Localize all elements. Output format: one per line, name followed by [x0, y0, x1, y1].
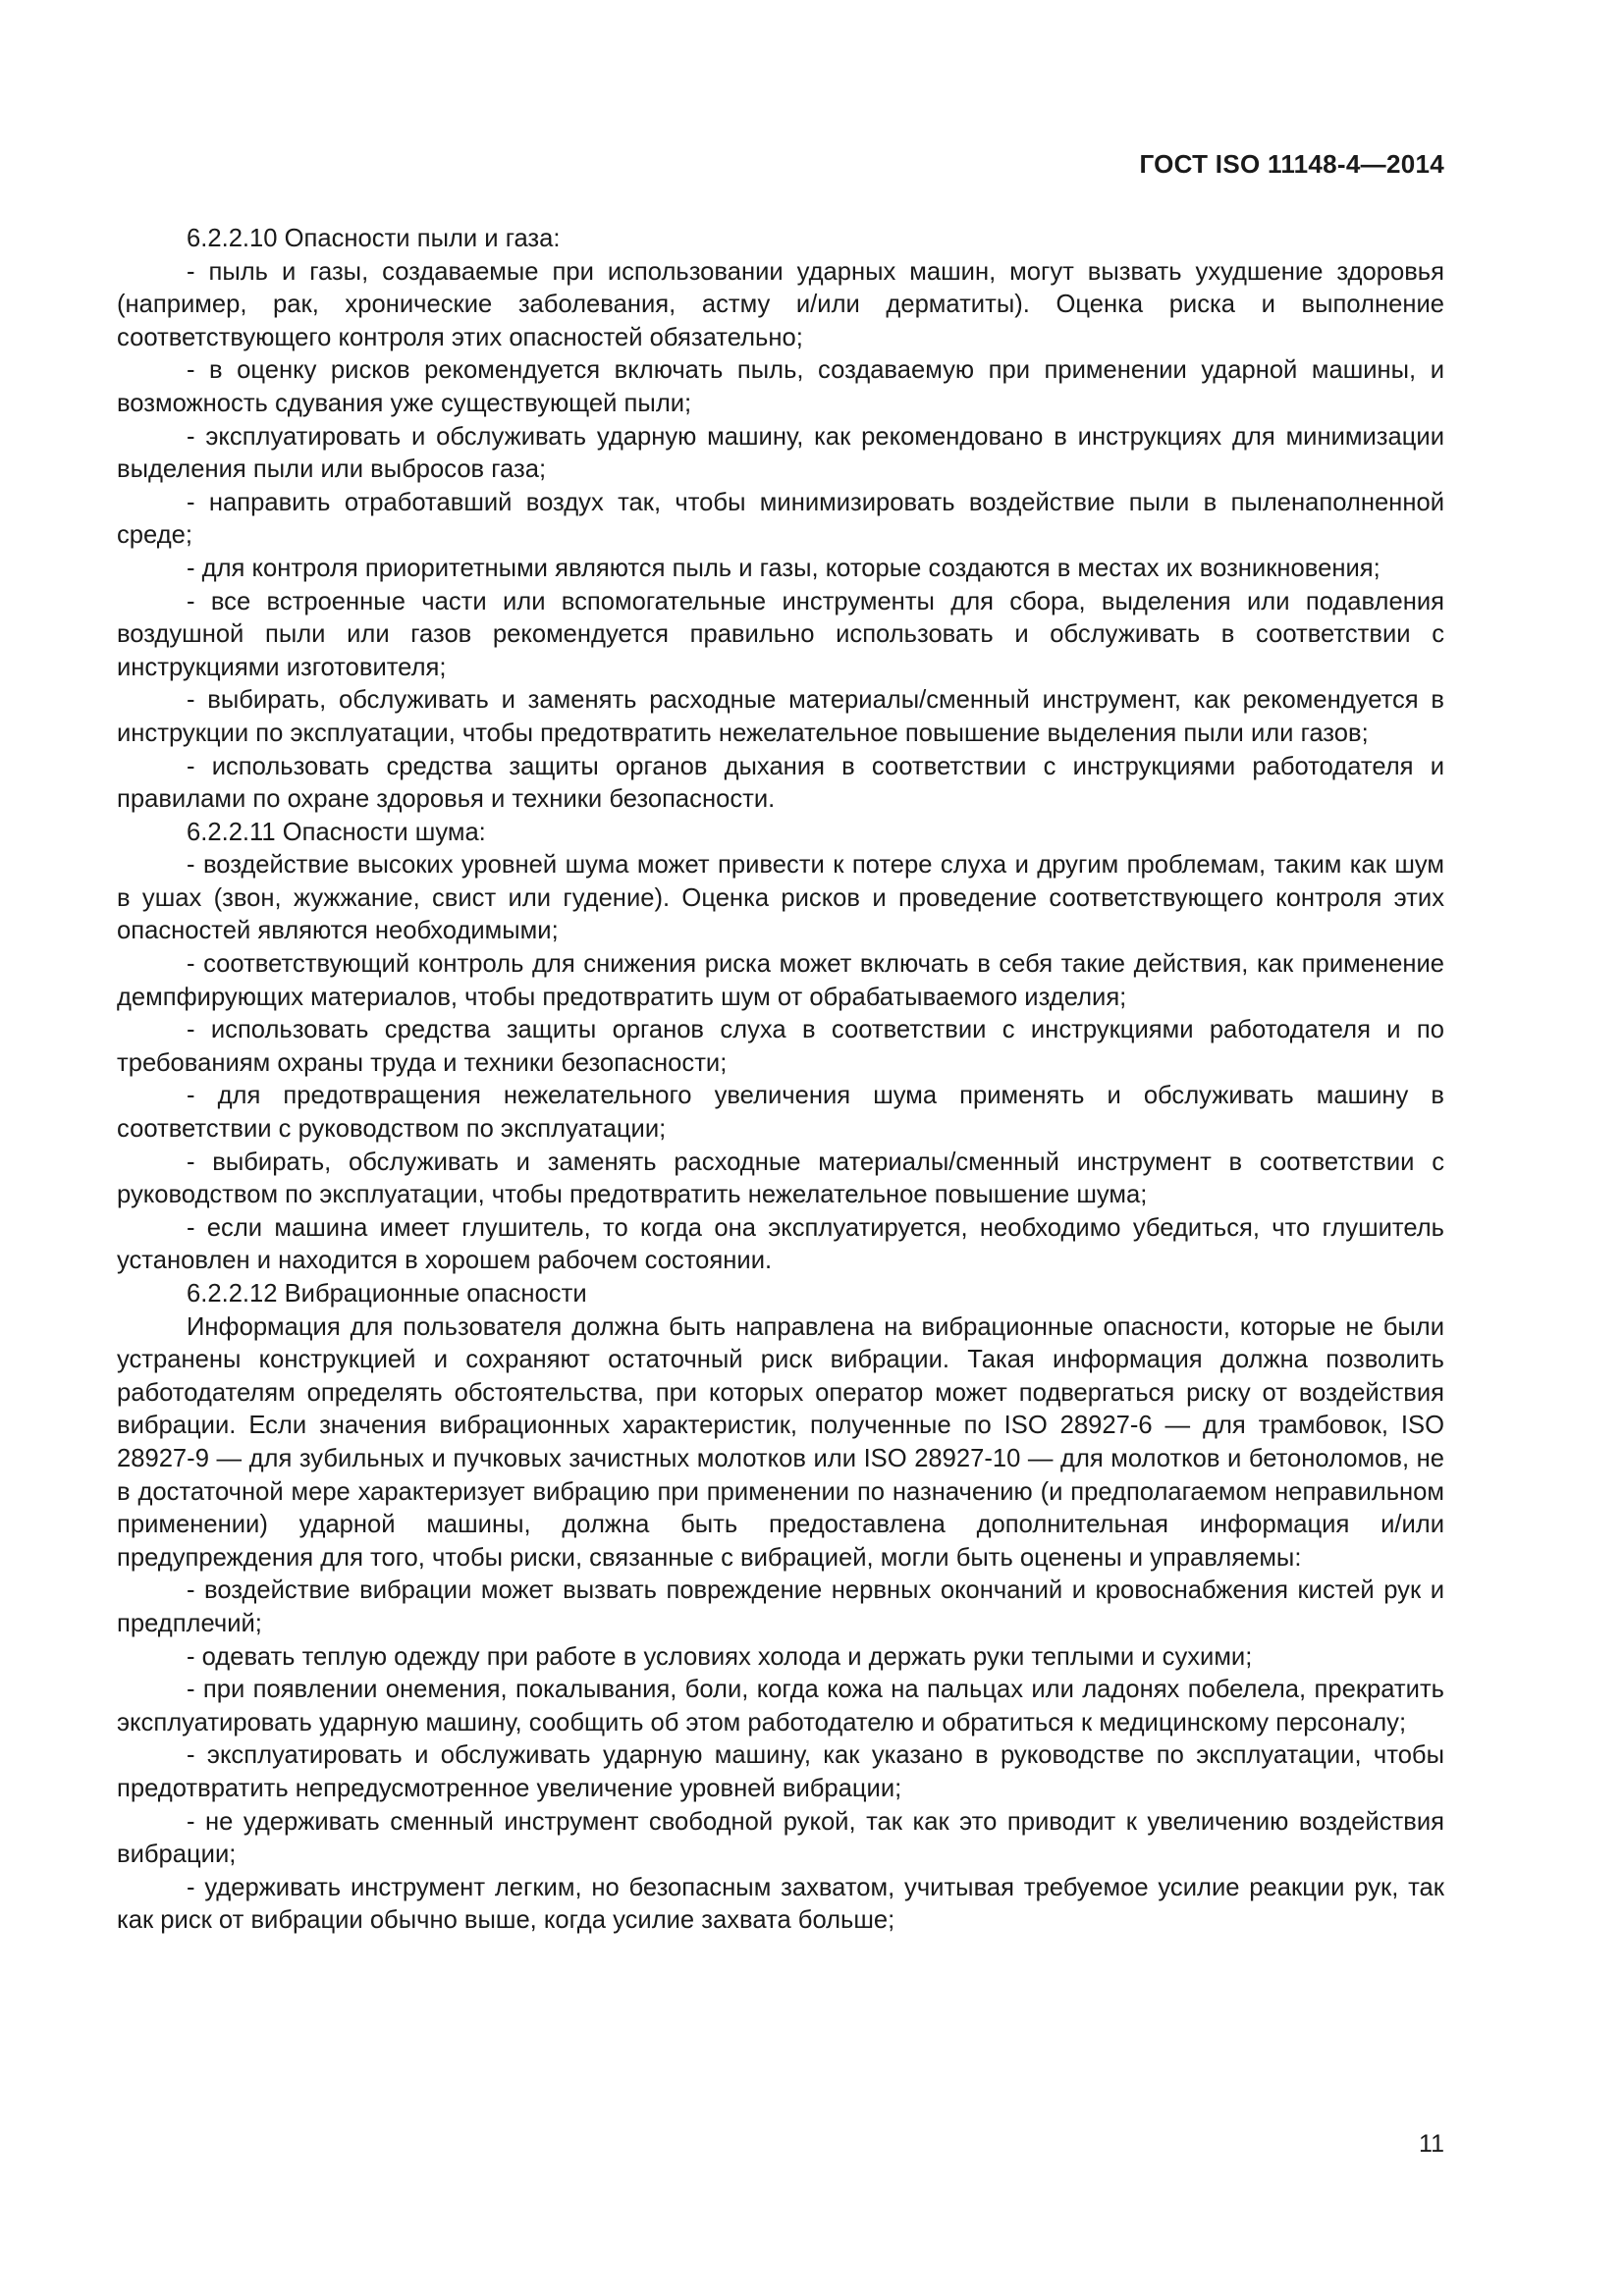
section-heading-6-2-2-11: 6.2.2.11 Опасности шума: [187, 818, 486, 846]
list-item: - соответствующий контроль для снижения риска может включать в себя такие действия, как применение демпфирующих материалов, чтобы предотвратить шум от обрабатываемого изделия; [117, 950, 1444, 1011]
list-item: - воздействие высоких уровней шума может привести к потере слуха и другим проблемам, таким как шум в ушах (звон, жужжание, свист или гудение). Оценка рисков и проведение соответствующего контроля этих опасностей являются необходимыми; [117, 851, 1444, 945]
list-item: - пыль и газы, создаваемые при использовании ударных машин, могут вызвать ухудшение здоровья (например, рак, хронические заболевания, астму и/или дерматиты). Оценка риска и выполнение соответствующего контроля этих опасностей обязательно; [117, 257, 1444, 351]
list-item: - выбирать, обслуживать и заменять расходные материалы/сменный инструмент, как рекомендуется в инструкции по эксплуатации, чтобы предотвратить нежелательное повышение выделения пыли или газов; [117, 686, 1444, 747]
list-item: - направить отработавший воздух так, чтобы минимизировать воздействие пыли в пыленаполненной среде; [117, 488, 1444, 550]
list-item: - при появлении онемения, покалывания, боли, когда кожа на пальцах или ладонях побелела, прекратить эксплуатировать ударную машину, сообщить об этом работодателю и обратиться к медицинскому персоналу; [117, 1676, 1444, 1736]
list-item: - одевать теплую одежду при работе в условиях холода и держать руки теплыми и сухими; [187, 1642, 1253, 1671]
body-text [117, 223, 1444, 1938]
section-heading-6-2-2-12: 6.2.2.12 Вибрационные опасности [187, 1280, 587, 1308]
list-item: - использовать средства защиты органов слуха в соответствии с инструкциями работодателя и по требованиям охраны труда и техники безопасности; [117, 1016, 1444, 1077]
list-item: - эксплуатировать и обслуживать ударную машину, как рекомендовано в инструкциях для минимизации выделения пыли или выбросов газа; [117, 422, 1444, 484]
list-item: - для предотвращения нежелательного увеличения шума применять и обслуживать машину в соответствии с руководством по эксплуатации; [117, 1082, 1444, 1144]
list-item: - использовать средства защиты органов дыхания в соответствии с инструкциями работодателя и правилами по охране здоровья и техники безопасности. [117, 752, 1444, 814]
list-item: - воздействие вибрации может вызвать повреждение нервных окончаний и кровоснабжения кистей рук и предплечий; [117, 1576, 1444, 1637]
list-item: - удерживать инструмент легким, но безопасным захватом, учитывая требуемое усилие реакции рук, так как риск от вибрации обычно выше, когда усилие захвата больше; [117, 1873, 1444, 1935]
list-item: - для контроля приоритетными являются пыль и газы, которые создаются в местах их возникновения; [187, 554, 1380, 582]
page-number: 11 [1419, 2130, 1444, 2158]
list-item: - не удерживать сменный инструмент свободной рукой, так как это приводит к увеличению воздействия вибрации; [117, 1807, 1444, 1869]
body-paragraph: Информация для пользователя должна быть направлена на вибрационные опасности, которые не были устранены конструкцией и сохраняют остаточный риск вибрации. Такая информация должна позволить работодателям определять обстоятельства, при которых оператор может подвергаться риску от воздействия вибрации. Если значения вибрационных характеристик, полученные по ISO 28927-6 — для трамбовок, ISO 28927-9 — для зубильных и пучковых зачистных молотков или ISO 28927-10 — для молотков и бетоноломов, не в достаточной мере характеризует вибрацию при применении по назначению (и предполагаемом неправильном применении) ударной машины, должна быть предоставлена дополнительная информация и/или предупреждения для того, чтобы риски, связанные с вибрацией, могли быть оценены и управляемы: [117, 1312, 1444, 1572]
list-item: - выбирать, обслуживать и заменять расходные материалы/сменный инструмент в соответствии с руководством по эксплуатации, чтобы предотвратить нежелательное повышение шума; [117, 1148, 1444, 1209]
standard-designation: ГОСТ ISO 11148-4—2014 [1139, 149, 1444, 179]
list-item: - если машина имеет глушитель, то когда она эксплуатируется, необходимо убедиться, что глушитель установлен и находится в хорошем рабочем состоянии. [117, 1213, 1444, 1275]
section-heading-6-2-2-10: 6.2.2.10 Опасности пыли и газа: [187, 225, 561, 252]
list-item: - все встроенные части или вспомогательные инструменты для сбора, выделения или подавления воздушной пыли или газов рекомендуется правильно использовать и обслуживать в соответствии с инструкциями изготовителя; [117, 587, 1444, 681]
list-item: - эксплуатировать и обслуживать ударную машину, как указано в руководстве по эксплуатации, чтобы предотвратить непредусмотренное увеличение уровней вибрации; [117, 1741, 1444, 1802]
list-item: - в оценку рисков рекомендуется включать пыль, создаваемую при применении ударной машины, и возможность сдувания уже существующей пыли; [117, 356, 1444, 417]
